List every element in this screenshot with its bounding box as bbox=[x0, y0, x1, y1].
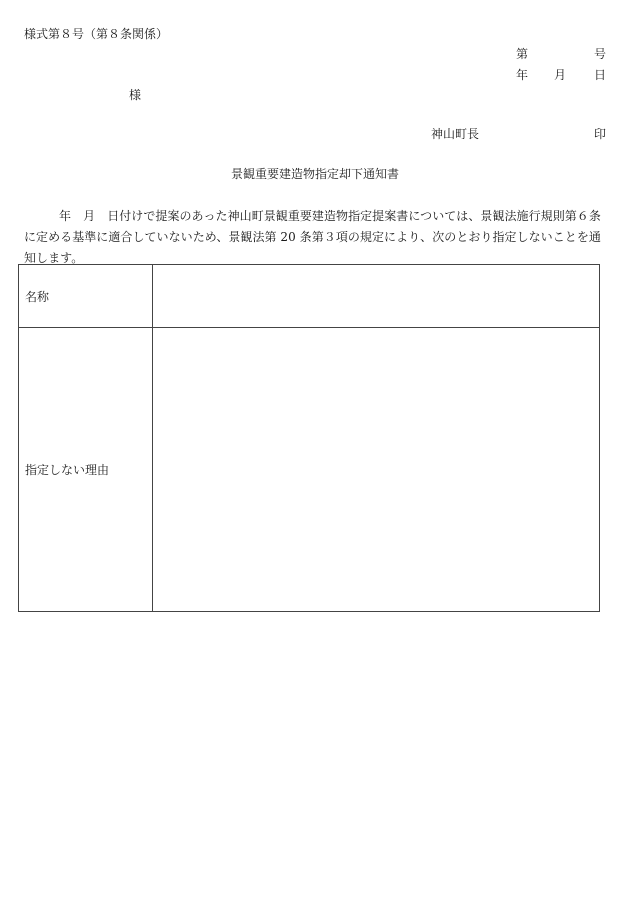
number-prefix: 第 bbox=[516, 47, 529, 61]
info-table bbox=[18, 264, 600, 612]
issuer-name: 神山町長 bbox=[431, 127, 480, 141]
document-title: 景観重要建造物指定却下通知書 bbox=[230, 167, 399, 181]
addressee-honorific: 様 bbox=[129, 88, 142, 102]
reason-value-cell bbox=[153, 328, 600, 612]
notice-body: 年 月 日付けで提案のあった神山町景観重要建造物指定提案書については、景観法施行規則第６条に定める基準に適合していないため、景観法第 20 条第３項の規定により、次のとおり指定しないことを通知します。 bbox=[24, 209, 601, 265]
date-day: 日 bbox=[593, 68, 606, 82]
date-year: 年 bbox=[516, 68, 529, 82]
form-number-label: 様式第８号（第８条関係） bbox=[24, 27, 169, 41]
name-label-cell: 名称 bbox=[19, 265, 153, 328]
table-row-reason bbox=[19, 328, 600, 612]
number-suffix: 号 bbox=[593, 47, 606, 61]
reason-label-cell: 指定しない理由 bbox=[19, 328, 153, 612]
name-value-cell bbox=[153, 265, 600, 328]
date-month: 月 bbox=[554, 68, 567, 82]
table-row-name bbox=[19, 265, 600, 328]
seal-mark: 印 bbox=[593, 127, 606, 141]
